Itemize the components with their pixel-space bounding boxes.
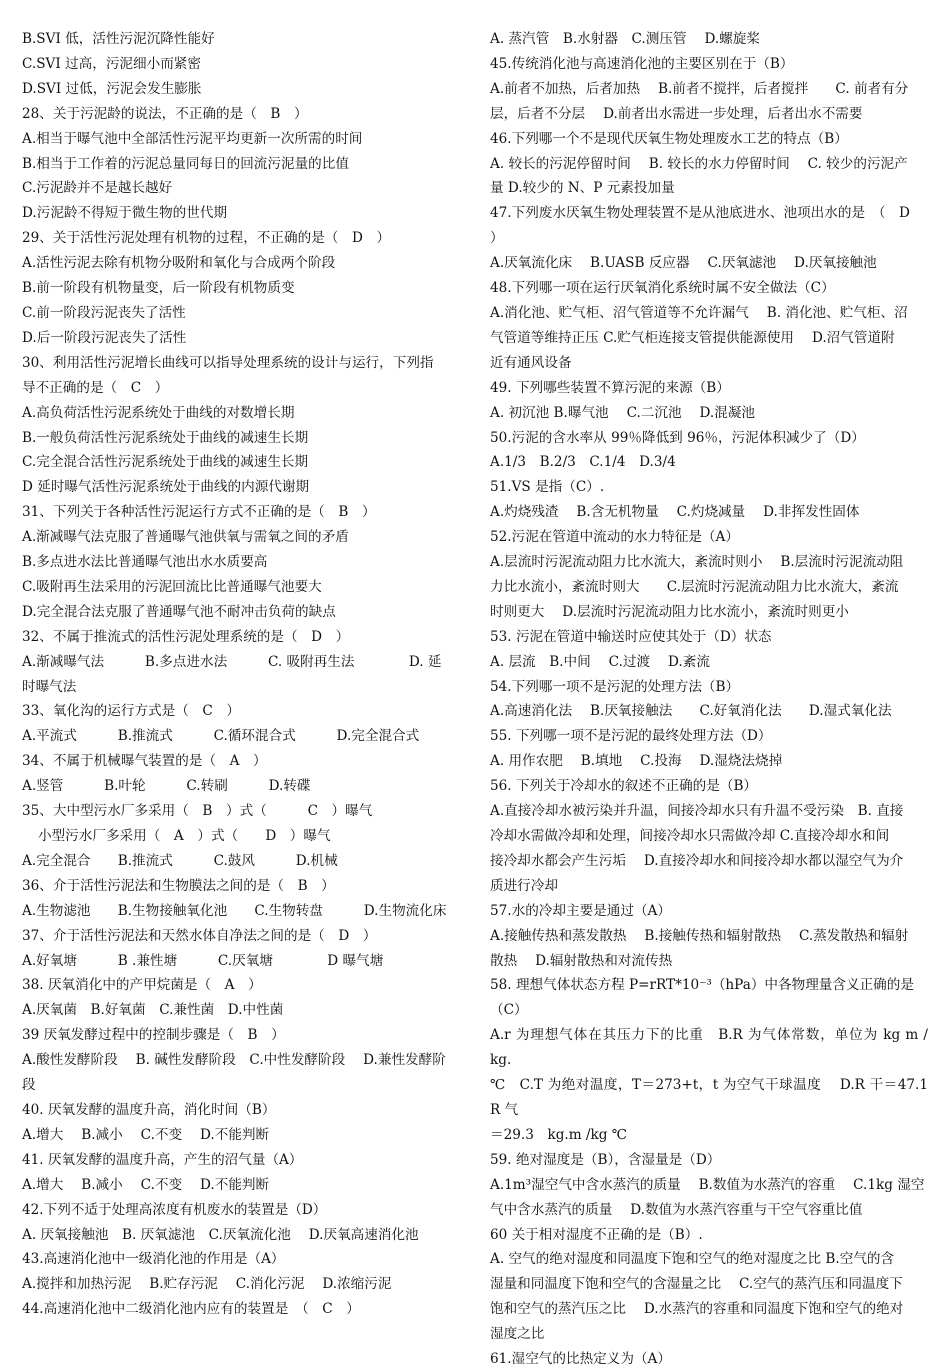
left-column-line: A.酸性发酵阶段 B. 碱性发酵阶段 C.中性发酵阶段 D.兼性发酵阶 [22, 1052, 446, 1069]
left-column-line: C.前一阶段污泥丧失了活性 [22, 304, 186, 321]
left-column-line: 38. 厌氧消化中的产甲烷菌是（ A ） [22, 977, 262, 994]
right-column-line: ＝29.3 kg.m /kg ℃ [490, 1126, 627, 1143]
left-column-line: 39 厌氧发酵过程中的控制步骤是（ B ） [22, 1027, 285, 1044]
right-column-line: 59. 绝对湿度是（B），含湿量是（D） [490, 1151, 721, 1168]
right-column-line: A.高速消化法 B.厌氧接触法 C.好氧消化法 D.湿式氧化法 [490, 703, 892, 720]
left-column-line: 时曝气法 [22, 678, 77, 695]
right-column-line: 55. 下列哪一项不是污泥的最终处理方法（D） [490, 728, 772, 745]
left-column-line: A.相当于曝气池中全部活性污泥平均更新一次所需的时间 [22, 130, 363, 147]
left-column-line: D.后一阶段污泥丧失了活性 [22, 329, 187, 346]
left-column-line: 43.高速消化池中一级消化池的作用是（A） [22, 1251, 285, 1268]
left-column-line: 35、大中型污水厂多采用（ B ）式（ C ）曝气 [22, 803, 373, 820]
left-column-line: 导不正确的是（ C ） [22, 379, 169, 396]
right-column-line: 46.下列哪一个不是现代厌氧生物处理废水工艺的特点（B） [490, 130, 848, 147]
left-column-line: A.完全混合 B.推流式 C.鼓风 D.机械 [22, 852, 338, 869]
left-column-line: A.搅拌和加热污泥 B.贮存污泥 C.消化污泥 D.浓缩污泥 [22, 1276, 392, 1293]
left-column-line: B.相当于工作着的污泥总量同每日的回流污泥量的比值 [22, 155, 349, 172]
right-column-line: ） [490, 230, 504, 247]
left-column-line: D.污泥龄不得短于微生物的世代期 [22, 205, 228, 222]
right-column-line: A. 空气的绝对湿度和同温度下饱和空气的绝对湿度之比 B.空气的含 [490, 1251, 895, 1268]
left-column-line: 42.下列不适于处理高浓度有机废水的装置是（D） [22, 1201, 327, 1218]
right-column-line: （C） [490, 1002, 528, 1019]
left-column-line: B.一般负荷活性污泥系统处于曲线的减速生长期 [22, 429, 309, 446]
right-column-line: 56. 下列关于冷却水的叙述不正确的是（B） [490, 778, 758, 795]
right-column-line: 接冷却水都会产生污垢 D.直接冷却水和间接冷却水都以湿空气为介 [490, 852, 904, 869]
right-column-line: 湿度之比 [490, 1326, 545, 1343]
left-column-line: A.生物滤池 B.生物接触氧化池 C.生物转盘 D.生物流化床 [22, 902, 447, 919]
left-column-line: B.多点进水法比普通曝气池出水水质要高 [22, 554, 268, 571]
right-column-line: 50.污泥的含水率从 99％降低到 96％，污泥体积减少了（D） [490, 429, 865, 446]
right-column-line: A. 初沉池 B.曝气池 C.二沉池 D.混凝池 [490, 404, 756, 421]
left-column-line: B.前一阶段有机物量变，后一阶段有机物质变 [22, 280, 295, 297]
left-column-line: 44.高速消化池中二级消化池内应有的装置是 （ C ） [22, 1301, 360, 1318]
right-column-line: A.前者不加热，后者加热 B.前者不搅拌，后者搅拌 C. 前者有分 [490, 80, 909, 97]
right-column-line: A.层流时污泥流动阻力比水流大，紊流时则小 B.层流时污泥流动阻 [490, 554, 904, 571]
right-column-line: 湿量和同温度下饱和空气的含湿量之比 C.空气的蒸汽压和同温度下 [490, 1276, 903, 1293]
left-column-line: 31、下列关于各种活性污泥运行方式不正确的是（ B ） [22, 504, 376, 521]
left-column-line: 28、关于污泥龄的说法，不正确的是（ B ） [22, 105, 308, 122]
left-column-line: A.活性污泥去除有机物分吸附和氧化与合成两个阶段 [22, 255, 336, 272]
right-column-line: 饱和空气的蒸汽压之比 D.水蒸汽的容重和同温度下饱和空气的绝对 [490, 1301, 904, 1318]
left-column-line: B.SVI 低，活性污泥沉降性能好 [22, 31, 215, 47]
left-column-line: A.厌氧菌 B.好氧菌 C.兼性菌 D.中性菌 [22, 1002, 284, 1019]
left-column-line: A.高负荷活性污泥系统处于曲线的对数增长期 [22, 404, 295, 421]
left-column-line: C.完全混合活性污泥系统处于曲线的减速生长期 [22, 454, 309, 471]
right-column-line: A. 层流 B.中间 C.过渡 D.紊流 [490, 653, 710, 670]
right-column-line: 质进行冷却 [490, 877, 558, 894]
right-column-line: A.1m³湿空气中含水蒸汽的质量 B.数值为水蒸汽的容重 C.1kg 湿空 [490, 1176, 925, 1193]
right-column-line: ℃ C.T 为绝对温度，T＝273+t，t 为空气干球温度 D.R 干＝47.1 R 气 [490, 1077, 942, 1118]
left-column-line: D 延时曝气活性污泥系统处于曲线的内源代谢期 [22, 479, 310, 496]
right-column-line: 48.下列哪一项在运行厌氧消化系统时属不安全做法（C） [490, 280, 835, 297]
right-column-line: 气中含水蒸汽的质量 D.数值为水蒸汽容重与干空气容重比值 [490, 1201, 863, 1218]
right-column-line: 61.湿空气的比热定义为（A） [490, 1351, 671, 1368]
left-column-line: 34、不属于机械曝气装置的是（ A ） [22, 753, 267, 770]
left-column-line: 40. 厌氧发酵的温度升高，消化时间（B） [22, 1101, 276, 1118]
right-column-line: 45.传统消化池与高速消化池的主要区别在于（B） [490, 55, 794, 72]
right-column-line: 49. 下列哪些装置不算污泥的来源（B） [490, 379, 730, 396]
right-column-line: 量 D.较少的 N、P 元素投加量 [490, 180, 675, 197]
right-column-line: 51.VS 是指（C）. [490, 479, 605, 496]
left-column-line: 29、关于活性污泥处理有机物的过程，不正确的是（ D ） [22, 230, 391, 247]
left-column-line: 小型污水厂多采用（ A ）式（ D ）曝气 [38, 828, 331, 844]
right-column-line: 47.下列废水厌氧生物处理装置不是从池底进水、池项出水的是 （ D [490, 205, 910, 222]
right-column-line: 近有通风设备 [490, 354, 572, 371]
right-column-line: 54.下列哪一项不是污泥的处理方法（B） [490, 678, 740, 695]
right-column-line: A.r 为理想气体在其压力下的比重 B.R 为气体常数，单位为 kg m / kg. [490, 1027, 933, 1069]
right-column-line: A. 较长的污泥停留时间 B. 较长的水力停留时间 C. 较少的污泥产 [490, 155, 908, 172]
left-column-line: 41. 厌氧发酵的温度升高，产生的沼气量（A） [22, 1151, 303, 1168]
right-column-line: A.消化池、贮气柜、沼气管道等不允许漏气 B. 消化池、贮气柜、沼 [490, 304, 908, 321]
right-column-line: A.直接冷却水被污染并升温，间接冷却水只有升温不受污染 B. 直接 [490, 803, 904, 820]
left-column-line: D.完全混合法克服了普通曝气池不耐冲击负荷的缺点 [22, 603, 336, 620]
right-column [490, 27, 942, 1368]
left-column-line: A.渐减曝气法克服了普通曝气池供氧与需氧之间的矛盾 [22, 529, 349, 546]
right-column-line: 冷却水需做冷却和处理，间接冷却水只需做冷却 C.直接冷却水和间 [490, 828, 890, 844]
left-column-line: A.渐减曝气法 B.多点进水法 C. 吸附再生法 D. 延 [22, 653, 442, 670]
left-column-line: C.SVI 过高，污泥细小而紧密 [22, 55, 201, 72]
right-column-line: 60 关于相对湿度不正确的是（B）. [490, 1226, 703, 1243]
left-column-line: A. 厌氧接触池 B. 厌氧滤池 C.厌氧流化池 D.厌氧高速消化池 [22, 1226, 419, 1243]
right-column-line: 53. 污泥在管道中输送时应使其处于（D）状态 [490, 628, 772, 645]
left-column-line: 段 [22, 1077, 36, 1094]
left-column-line: 30、利用活性污泥增长曲线可以指导处理系统的设计与运行，下列指 [22, 354, 434, 371]
left-column-line: C.吸附再生法采用的污泥回流比比普通曝气池要大 [22, 578, 322, 595]
right-column-line: 气管道等维持正压 C.贮气柜连接支管提供能源使用 D.沼气管道附 [490, 329, 895, 346]
right-column-line: A. 蒸汽管 B.水射器 C.测压管 D.螺旋桨 [490, 31, 760, 47]
right-column-line: 时则更大 D.层流时污泥流动阻力比水流小，紊流时则更小 [490, 603, 849, 620]
left-column-line: A.平流式 B.推流式 C.循环混合式 D.完全混合式 [22, 728, 420, 745]
right-column-line: 散热 D.辐射散热和对流传热 [490, 952, 673, 969]
right-column-line: A.灼烧残渣 B.含无机物量 C.灼烧减量 D.非挥发性固体 [490, 504, 860, 521]
right-column-line: 层，后者不分层 D.前者出水需进一步处理，后者出水不需要 [490, 105, 863, 122]
right-column-line: 58. 理想气体状态方程 P=rRT*10⁻³（hPa）中各物理量含义正确的是 [490, 977, 914, 994]
right-column-line: A.接触传热和蒸发散热 B.接触传热和辐射散热 C.蒸发散热和辐射 [490, 927, 909, 944]
right-column-line: A.厌氧流化床 B.UASB 反应器 C.厌氧滤池 D.厌氧接触池 [490, 255, 877, 272]
left-column-line: D.SVI 过低，污泥会发生膨胀 [22, 80, 202, 97]
left-column-line: 32、不属于推流式的活性污泥处理系统的是（ D ） [22, 628, 350, 645]
right-column-line: A. 用作农肥 B.填地 C.投海 D.湿烧法烧掉 [490, 753, 783, 770]
left-column-line: 36、介于活性污泥法和生物膜法之间的是（ B ） [22, 877, 335, 894]
left-column-line: A.竖管 B.叶轮 C.转刷 D.转碟 [22, 778, 311, 795]
left-column-line: 37、介于活性污泥法和天然水体自净法之间的是（ D ） [22, 927, 377, 944]
left-column [22, 27, 460, 1344]
right-column-line: A.1/3 B.2/3 C.1/4 D.3/4 [490, 454, 676, 471]
left-column-line: A.增大 B.减小 C.不变 D.不能判断 [22, 1126, 270, 1143]
left-column-line: 33、氧化沟的运行方式是（ C ） [22, 703, 241, 720]
left-column-line: A.增大 B.减小 C.不变 D.不能判断 [22, 1176, 270, 1193]
right-column-line: 力比水流小，紊流时则大 C.层流时污泥流动阻力比水流大，紊流 [490, 578, 899, 595]
left-column-line: C.污泥龄并不是越长越好 [22, 180, 173, 197]
right-column-line: 52.污泥在管道中流动的水力特征是（A） [490, 529, 739, 546]
right-column-line: 57.水的冷却主要是通过（A） [490, 902, 671, 919]
left-column-line: A.好氧塘 B .兼性塘 C.厌氧塘 D 曝气塘 [22, 952, 384, 969]
